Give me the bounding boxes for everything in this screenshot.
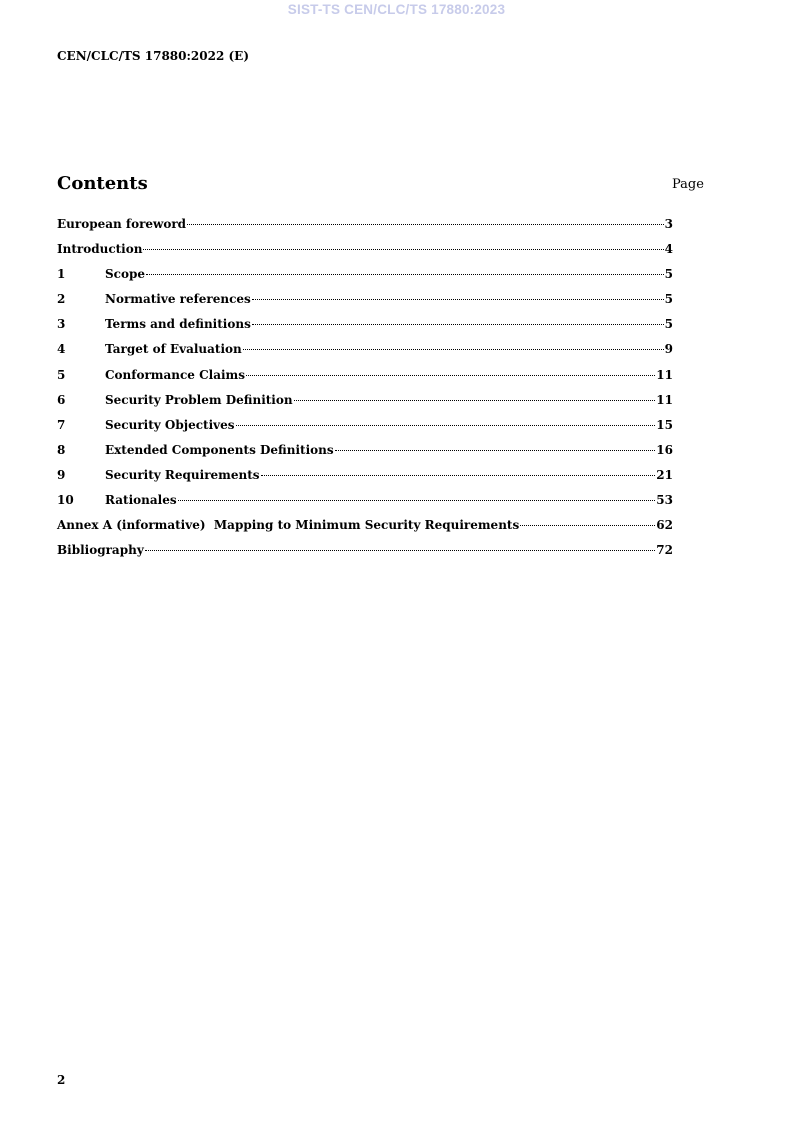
toc-leader-dots — [261, 475, 656, 476]
toc-leader-dots — [252, 299, 664, 300]
toc-entry-title: Security Problem Definition — [105, 392, 293, 407]
toc-entry[interactable] — [57, 391, 673, 416]
toc-entry-number: 5 — [57, 367, 66, 382]
toc-entry-page: 11 — [656, 367, 673, 382]
toc-entry-title: Extended Components Definitions — [105, 442, 334, 457]
toc-entry-page: 53 — [656, 493, 673, 508]
table-of-contents — [57, 215, 673, 566]
toc-entry-title: Introduction — [57, 242, 143, 257]
toc-entry-title: Rationales — [105, 493, 177, 508]
toc-entry-number: 2 — [57, 292, 66, 307]
toc-entry[interactable] — [57, 240, 673, 265]
toc-leader-dots — [520, 525, 655, 526]
toc-entry[interactable] — [57, 215, 673, 240]
toc-leader-dots — [145, 550, 656, 551]
toc-entry-number: 6 — [57, 392, 66, 407]
toc-leader-dots — [294, 400, 656, 401]
page-number: 2 — [57, 1073, 66, 1087]
toc-entry-page: 3 — [664, 217, 673, 231]
toc-leader-dots — [335, 450, 656, 451]
toc-leader-dots — [146, 274, 664, 275]
toc-entry-page: 16 — [656, 442, 673, 457]
toc-entry[interactable] — [57, 340, 673, 365]
toc-entry-title: Target of Evaluation — [105, 342, 242, 357]
toc-entry-number: 10 — [57, 493, 74, 508]
toc-entry[interactable] — [57, 466, 673, 491]
watermark: SIST-TS CEN/CLC/TS 17880:2023 — [287, 2, 506, 17]
toc-entry-title: Annex A (informative) Mapping to Minimum Security Requirements — [57, 518, 520, 533]
toc-entry-page: 4 — [664, 242, 673, 257]
toc-entry[interactable] — [57, 366, 673, 391]
toc-entry-page: 21 — [656, 467, 673, 482]
toc-entry-page: 62 — [656, 518, 673, 533]
toc-entry[interactable] — [57, 315, 673, 340]
toc-leader-dots — [187, 224, 664, 225]
toc-entry-title: Conformance Claims — [105, 367, 245, 382]
toc-entry-title: European foreword — [57, 217, 187, 231]
document-identifier: CEN/CLC/TS 17880:2022 (E) — [57, 49, 249, 63]
toc-entry-page: 15 — [656, 417, 673, 432]
toc-leader-dots — [143, 249, 663, 250]
toc-entry-page: 5 — [664, 292, 673, 307]
toc-leader-dots — [236, 425, 656, 426]
toc-entry[interactable] — [57, 541, 673, 566]
toc-entry-number: 4 — [57, 342, 66, 357]
toc-leader-dots — [243, 349, 664, 350]
toc-entry-page: 72 — [656, 543, 673, 558]
toc-leader-dots — [246, 375, 655, 376]
toc-entry-number: 7 — [57, 417, 66, 432]
toc-entry[interactable] — [57, 441, 673, 466]
toc-entry-page: 9 — [664, 342, 673, 357]
toc-entry-title: Scope — [105, 267, 146, 282]
toc-entry-title: Security Objectives — [105, 417, 235, 432]
contents-heading: Contents — [57, 173, 148, 194]
toc-entry-number: 9 — [57, 467, 66, 482]
toc-entry-page: 5 — [664, 317, 673, 332]
toc-entry-number: 3 — [57, 317, 66, 332]
toc-entry[interactable] — [57, 491, 673, 516]
toc-entry[interactable] — [57, 290, 673, 315]
toc-entry-title: Bibliography — [57, 543, 144, 558]
toc-entry-page: 11 — [656, 392, 673, 407]
toc-entry-number: 8 — [57, 442, 66, 457]
toc-entry-number: 1 — [57, 267, 66, 282]
toc-entry[interactable] — [57, 416, 673, 441]
page-column-label: Page — [672, 177, 704, 192]
toc-entry-title: Normative references — [105, 292, 251, 307]
toc-entry-title: Terms and definitions — [105, 317, 251, 332]
toc-entry[interactable] — [57, 516, 673, 541]
toc-entry-title: Security Requirements — [105, 467, 260, 482]
toc-leader-dots — [178, 500, 656, 501]
toc-entry[interactable] — [57, 265, 673, 290]
toc-leader-dots — [252, 324, 664, 325]
toc-entry-page: 5 — [664, 267, 673, 282]
